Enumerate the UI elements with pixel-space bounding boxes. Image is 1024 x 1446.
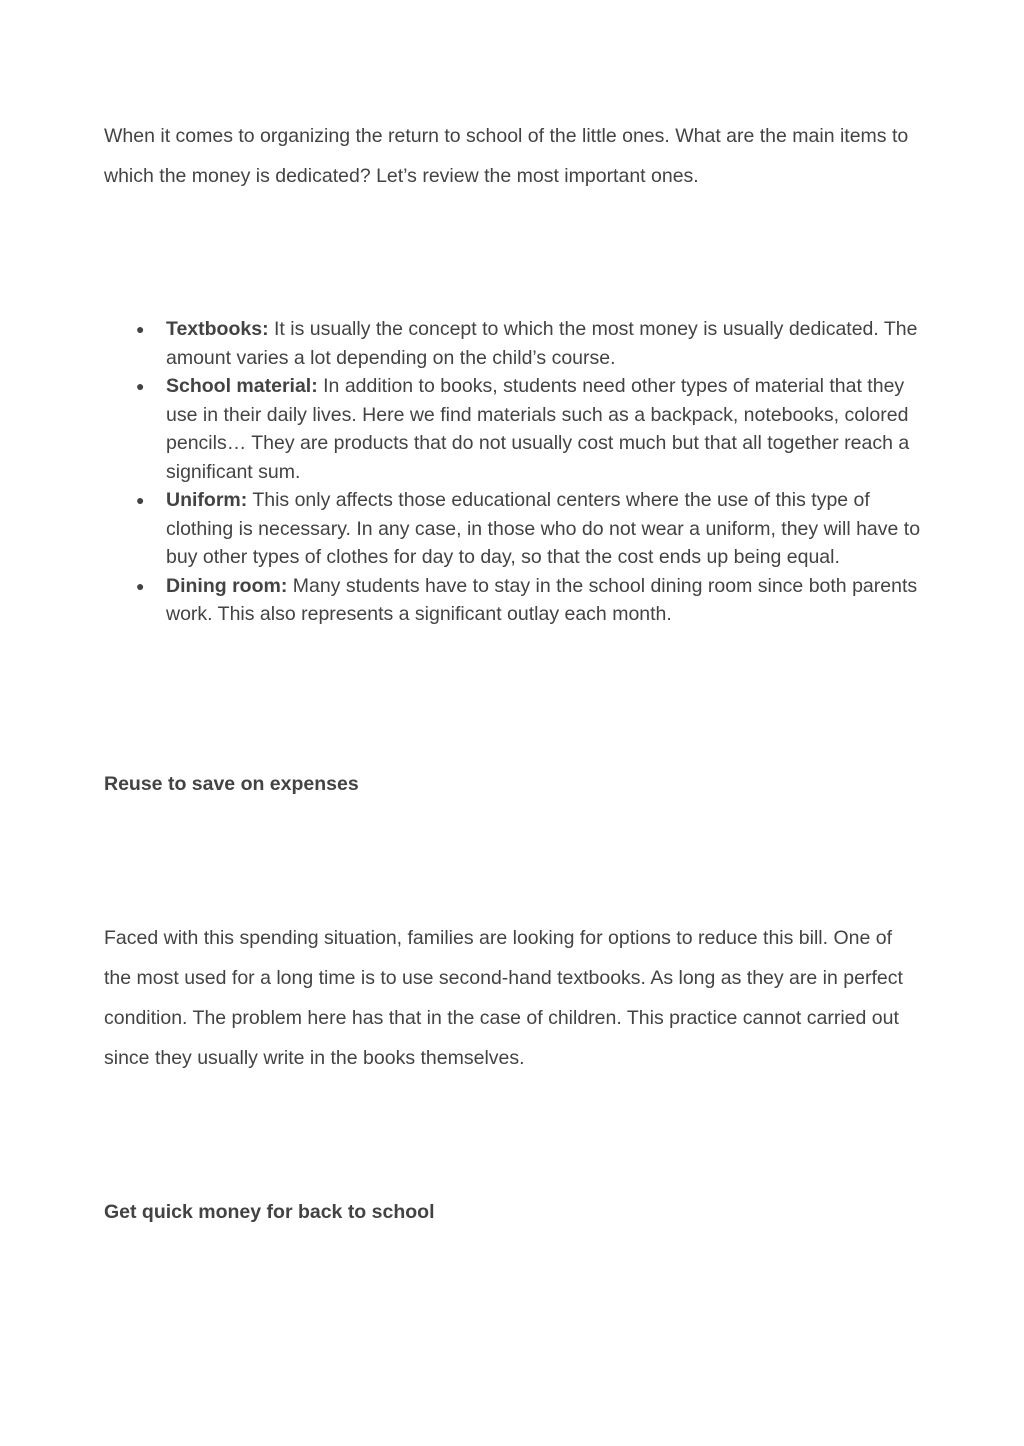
item-term: Dining room: — [166, 574, 288, 597]
expense-items-list — [104, 315, 924, 629]
item-text: It is usually the concept to which the most money is usually dedicated. The amount varies a lot depending on the child’s course. — [166, 318, 918, 369]
bullet-icon: ● — [136, 577, 145, 594]
intro-paragraph: When it comes to organizing the return to school of the little ones. What are the main items to which the money is dedicated? Let’s review the most important ones. — [104, 125, 909, 187]
item-term: Textbooks: — [166, 318, 269, 340]
list-item — [104, 372, 924, 486]
list-item — [104, 486, 924, 572]
bullet-icon: ● — [136, 321, 145, 337]
quick-money-section-heading: Get quick money for back to school — [104, 1201, 435, 1223]
reuse-section-paragraph: Faced with this spending situation, families are looking for options to reduce this bill. One of the most used for a long time is to use second-hand textbooks. As long as they are in perfect condition. The problem here has that in the case of children. This practice cannot carried out since they usually write in the books themselves. — [104, 927, 903, 1069]
list-item — [104, 315, 924, 372]
item-text: Many students have to stay in the school dining room since both parents work. This also represents a significant outlay each month. — [166, 574, 918, 625]
reuse-section-heading: Reuse to save on expenses — [104, 773, 359, 795]
bullet-icon: ● — [136, 492, 145, 508]
item-text: This only affects those educational centers where the use of this type of clothing is necessary. In any case, in those who do not wear a uniform, they will have to buy other types of clothes for day to day, so that the cost ends up being equal. — [166, 489, 921, 568]
item-term: Uniform: — [166, 489, 248, 511]
item-text: In addition to books, students need other types of material that they use in their daily lives. Here we find materials such as a backpack, notebooks, colored pencils… They are products that do not usually cost much but that all together reach a significant sum. — [166, 375, 910, 483]
list-item — [104, 572, 924, 629]
item-term: School material: — [166, 375, 318, 397]
bullet-icon: ● — [136, 378, 145, 394]
